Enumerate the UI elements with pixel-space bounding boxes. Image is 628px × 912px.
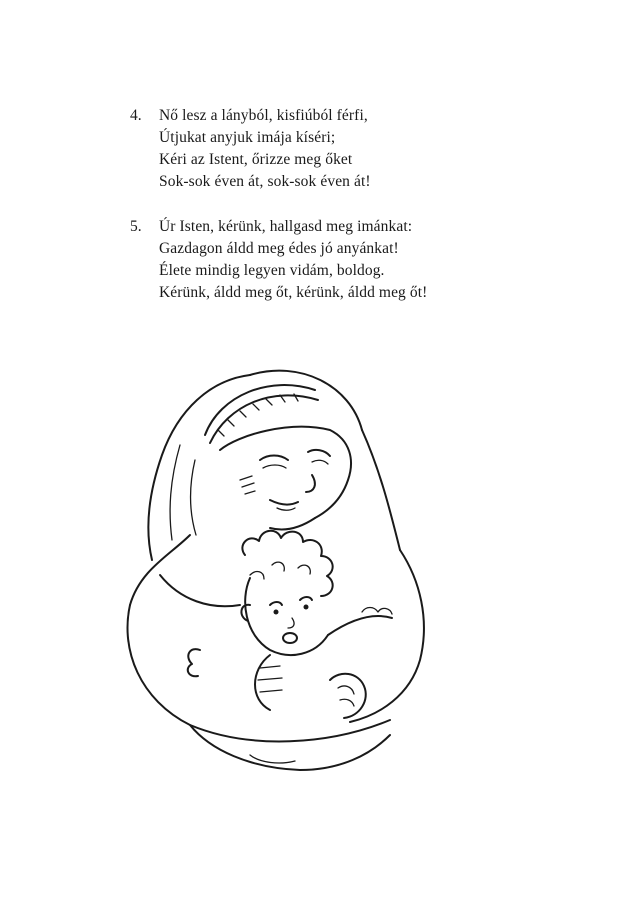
verse-line: Úr Isten, kérünk, hallgasd meg imánkat: [159, 218, 413, 235]
verse-line: Kéri az Istent, őrizze meg őket [159, 151, 353, 168]
verse-line: Nő lesz a lányból, kisfiúból férfi, [159, 107, 368, 124]
verse-line: Kérünk, áldd meg őt, kérünk, áldd meg őt! [159, 284, 428, 301]
mother-hugging-child-illustration [100, 350, 520, 810]
verse-line: Gazdagon áldd meg édes jó anyánkat! [159, 240, 399, 257]
verse-line: Útjukat anyjuk imája kíséri; [159, 129, 336, 146]
stanza-number: 4. [130, 107, 142, 124]
verse-line: Sok-sok éven át, sok-sok éven át! [159, 173, 371, 190]
stanza-number: 5. [130, 218, 142, 235]
verse-line: Élete mindig legyen vidám, boldog. [159, 262, 385, 279]
